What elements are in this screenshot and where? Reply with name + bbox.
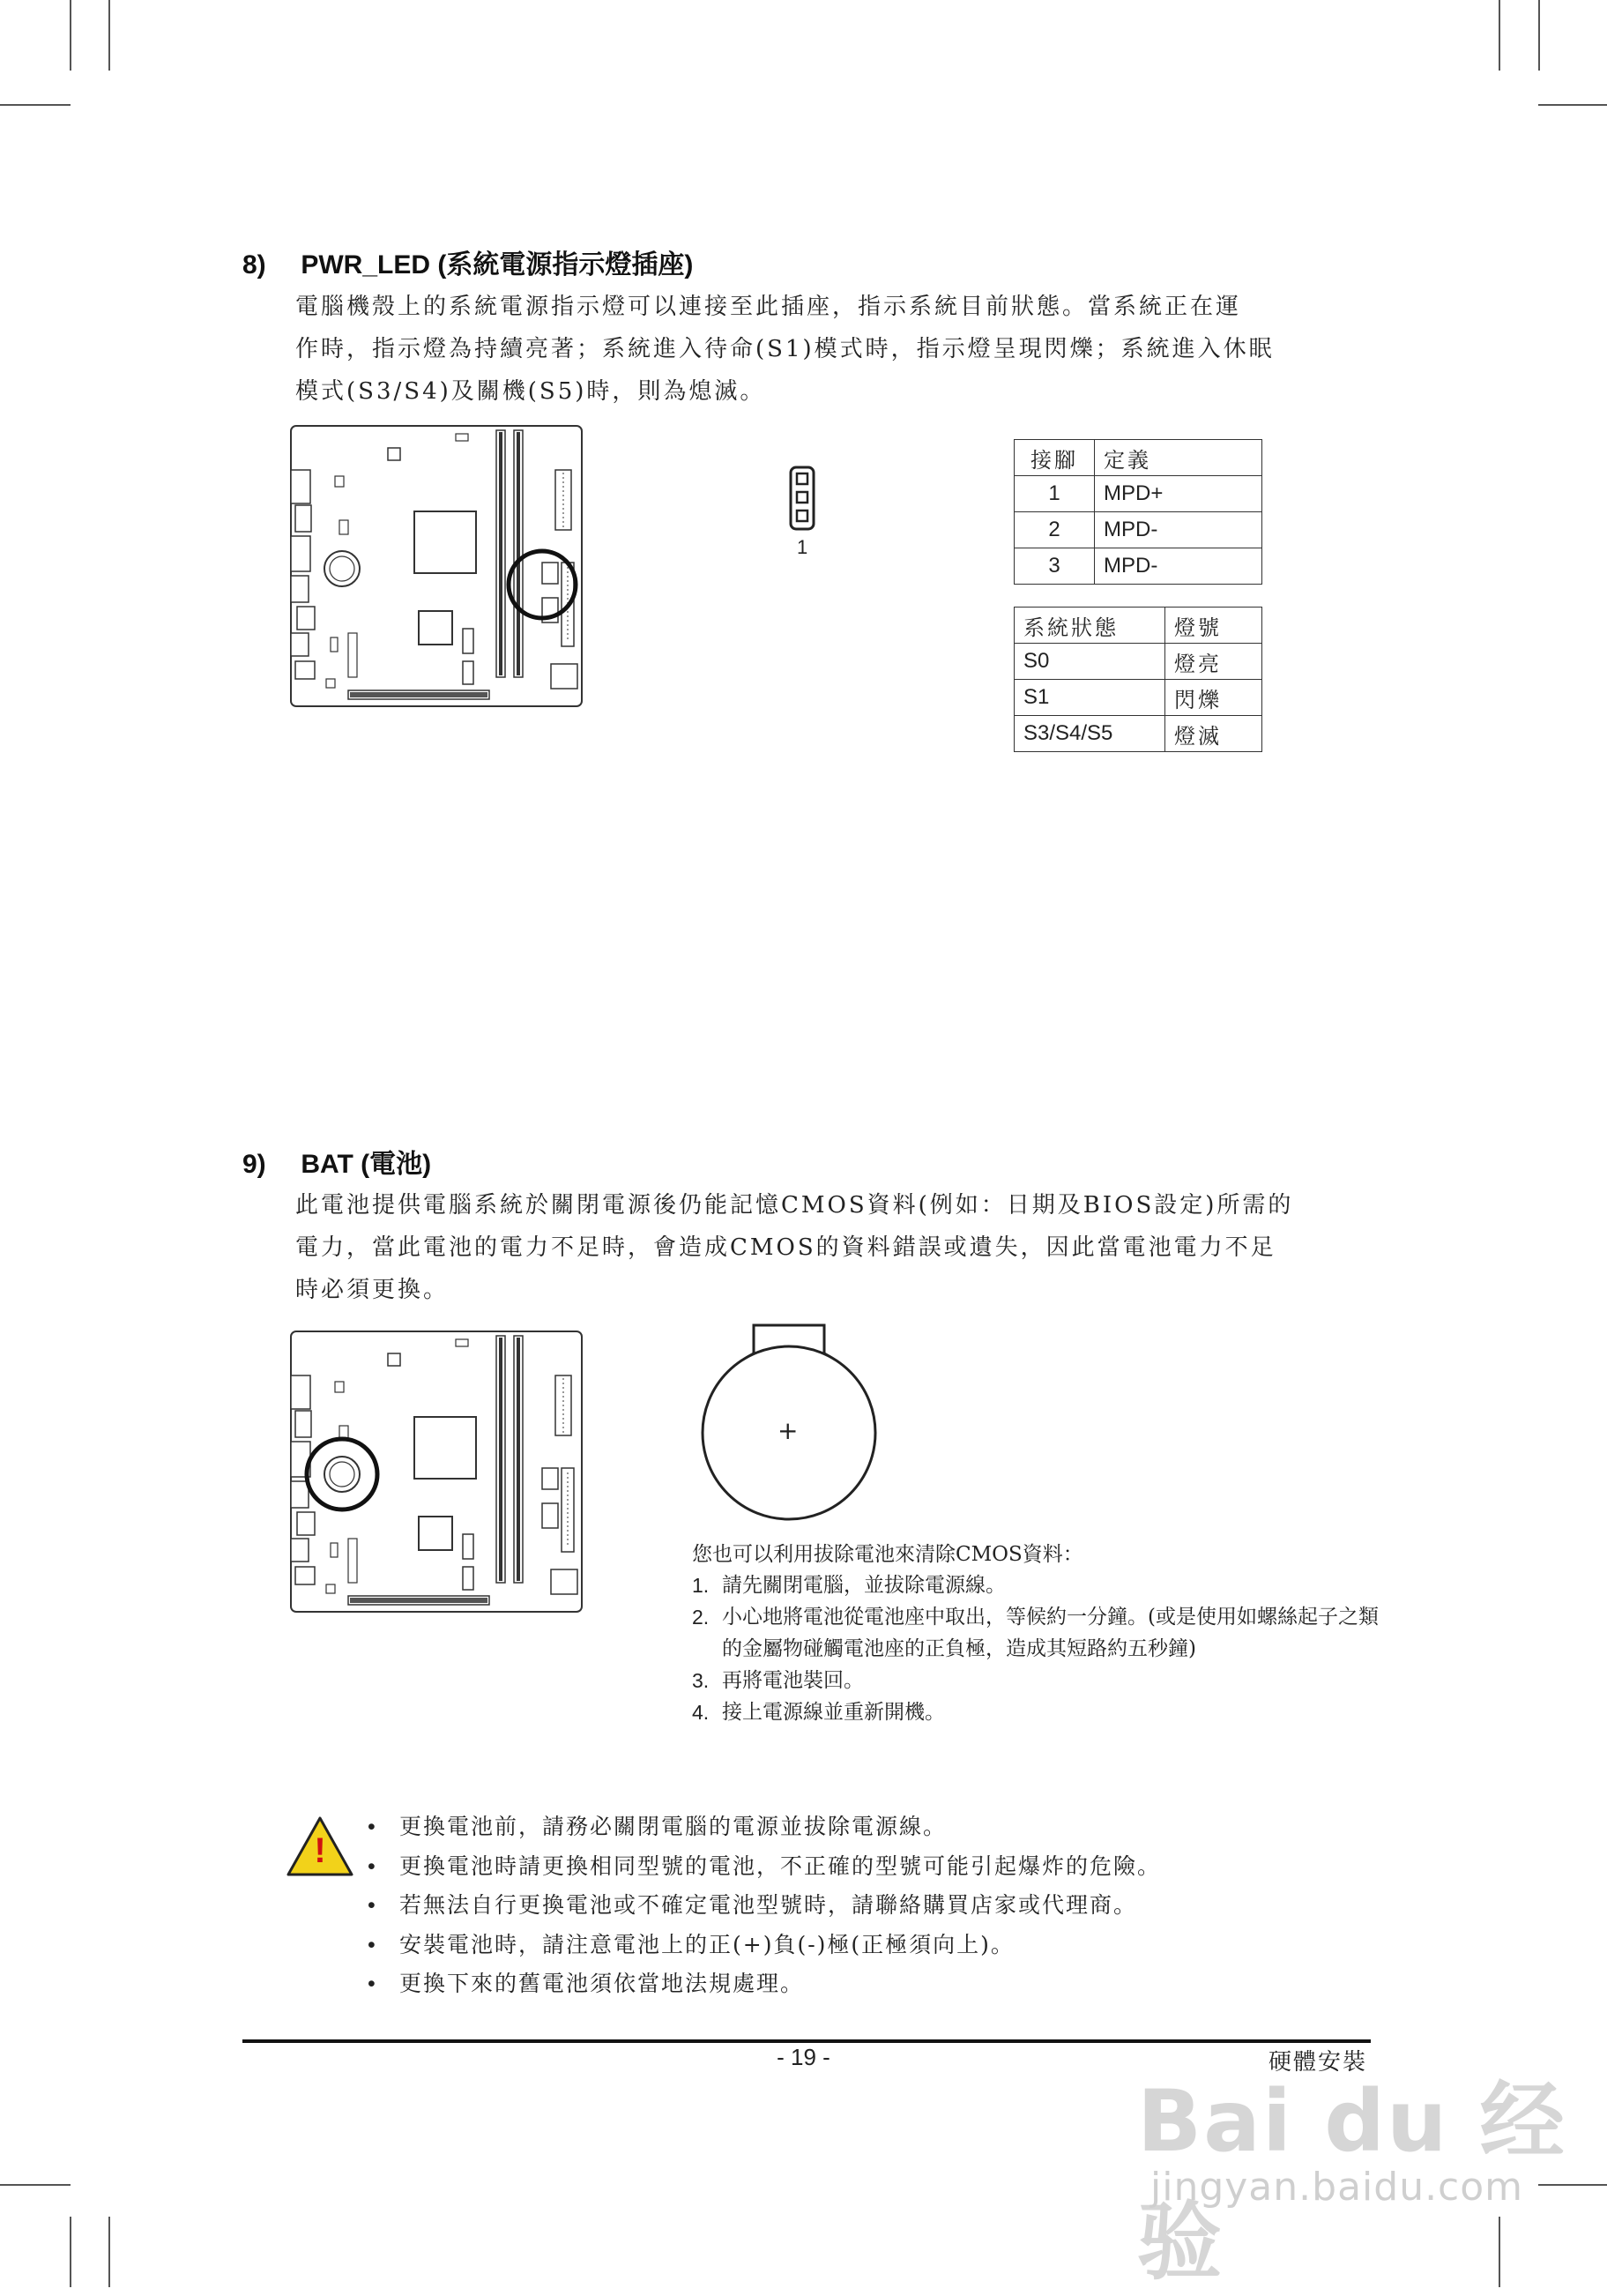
list-item [357,1926,1327,1965]
bullet: • [368,1853,377,1879]
footer-rule [242,2039,1371,2043]
table-header: 接腳 [1015,440,1095,476]
section-8-number: 8) [242,250,266,280]
step-number: 2. [692,1606,710,1629]
table-cell: S1 [1015,680,1165,716]
paragraph-line: 電力，當此電池的電力不足時，會造成CMOS的資料錯誤或遺失，因此當電池電力不足 [295,1234,1276,1261]
table-row [1015,512,1262,548]
table-cell: 閃爍 [1165,680,1262,716]
pin-definition-table [1014,439,1262,585]
crop-mark [70,0,71,71]
section-9-title: BAT (電池) [301,1150,432,1179]
step-number: 3. [692,1669,710,1692]
table-cell: S3/S4/S5 [1015,716,1165,752]
step-text: 接上電源線並重新開機。 [722,1701,945,1724]
list-item [357,1964,1327,2004]
crop-mark [1538,0,1540,71]
crop-mark [108,2217,110,2287]
crop-mark [70,2217,71,2287]
crop-mark [1499,0,1500,71]
paragraph-line: 電腦機殼上的系統電源指示燈可以連接至此插座，指示系統目前狀態。當系統正在運 [295,294,1242,320]
clear-cmos-steps [692,1569,1380,1728]
battery-plus-sign: + [777,1416,799,1445]
paragraph-line: 時必須更換。 [295,1277,450,1303]
warning-text: 安裝電池時，請注意電池上的正(+)負(-)極(正極須向上)。 [399,1931,1015,1957]
warning-exclamation: ! [314,1831,326,1870]
table-cell: 3 [1015,548,1095,585]
crop-mark [108,0,110,71]
crop-mark [0,2184,71,2186]
crop-mark [1538,104,1607,106]
table-header: 燈號 [1165,608,1262,644]
list-item [692,1665,1380,1696]
pin-1-label: 1 [797,536,808,558]
warning-text: 若無法自行更換電池或不確定電池型號時，請聯絡購買店家或代理商。 [399,1892,1138,1918]
step-number: 4. [692,1701,710,1724]
table-row [1015,476,1262,512]
list-item [357,1808,1327,1847]
list-item [692,1696,1380,1728]
table-cell: 燈滅 [1165,716,1262,752]
table-cell: MPD- [1095,548,1262,585]
table-header: 系統狀態 [1015,608,1165,644]
section-8-title: PWR_LED (系統電源指示燈插座) [301,250,694,280]
battery-warnings-list [357,1808,1327,2004]
list-item [357,1886,1327,1926]
section-9-description [295,1184,1366,1311]
motherboard-diagram-battery [286,1327,591,1618]
table-row [1015,680,1262,716]
table-row [1015,716,1262,752]
step-text: 再將電池裝回。 [722,1669,864,1692]
table-cell: MPD+ [1095,476,1262,512]
table-cell: MPD- [1095,512,1262,548]
list-item [357,1847,1327,1887]
warning-text: 更換下來的舊電池須依當地法規處理。 [399,1971,805,1996]
bullet: • [368,1815,377,1839]
warning-text: 更換電池前，請務必關閉電腦的電源並拔除電源線。 [399,1814,948,1839]
warning-text: 更換電池時請更換相同型號的電池，不正確的型號可能引起爆炸的危險。 [399,1852,1162,1879]
table-header-row [1015,608,1262,644]
section-9-heading [242,1142,431,1181]
table-cell: 2 [1015,512,1095,548]
table-header: 定義 [1095,440,1262,476]
motherboard-diagram-pwr-led [286,421,591,712]
crop-mark [0,104,71,106]
section-9-number: 9) [242,1150,266,1179]
section-8-description [295,286,1366,413]
step-text: 請先關閉電腦，並拔除電源線。 [722,1574,1006,1597]
page-number: - 19 - [777,2044,830,2070]
paragraph-line: 此電池提供電腦系統於關閉電源後仍能記憶CMOS資料(例如：日期及BIOS設定)所需的 [295,1192,1294,1219]
list-item [692,1569,1380,1601]
pwr-led-connector-diagram [789,466,815,531]
section-8-heading [242,242,693,281]
bullet: • [368,1932,377,1957]
table-header-row [1015,440,1262,476]
bullet: • [368,1893,377,1918]
list-item [692,1601,1380,1665]
paragraph-line: 作時，指示燈為持續亮著；系統進入待命(S1)模式時，指示燈呈現閃爍；系統進入休眠 [295,336,1275,362]
clear-cmos-intro: 您也可以利用拔除電池來清除CMOS資料： [692,1543,1083,1566]
chapter-title: 硬體安裝 [1268,2049,1367,2076]
baidu-watermark-logo: Bai du 经验 [1137,2072,1566,2292]
table-cell: S0 [1015,644,1165,680]
system-state-table [1014,607,1262,752]
step-number: 1. [692,1574,710,1597]
baidu-watermark-url: jingyan.baidu.com [1150,2165,1524,2210]
table-row [1015,548,1262,585]
paragraph-line: 模式(S3/S4)及關機(S5)時，則為熄滅。 [295,378,766,405]
table-row [1015,644,1262,680]
table-cell: 1 [1015,476,1095,512]
bullet: • [368,1972,377,1996]
table-cell: 燈亮 [1165,644,1262,680]
step-text: 小心地將電池從電池座中取出，等候約一分鐘。(或是使用如螺絲起子之類的金屬物碰觸電池座的正負極，造成其短路約五秒鐘) [722,1606,1379,1660]
